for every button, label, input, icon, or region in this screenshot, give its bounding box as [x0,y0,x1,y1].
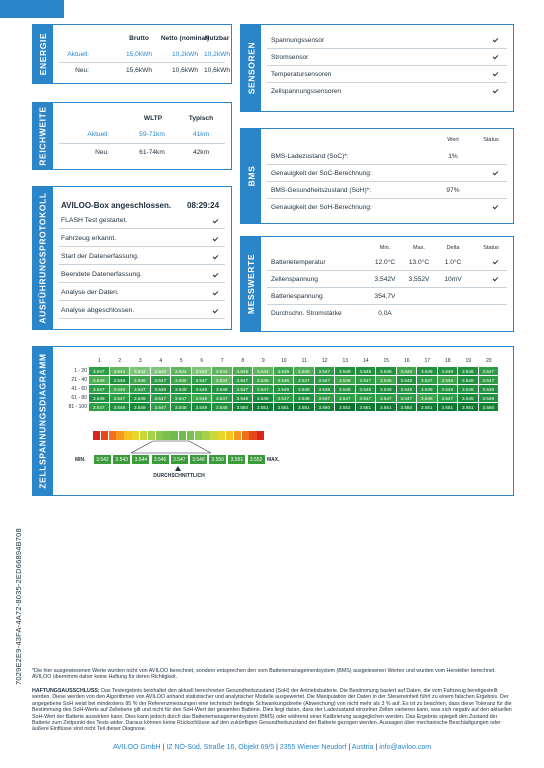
heatmap-cell: 3.547 [192,376,212,384]
heatmap-column-label: 19 [465,358,472,364]
protokoll-card [32,186,232,330]
heatmap-cell: 3.548 [233,394,253,402]
heatmap-cell: 3.550 [315,403,335,411]
heatmap-cell: 3.547 [151,394,171,402]
messwert-max: 13.0°C [408,259,430,266]
scale-value: 3.546 [151,454,170,465]
bms-row-value: 97% [446,187,460,194]
heatmap-cell: 3.548 [376,367,396,375]
heatmap-cell: 3.548 [212,403,232,411]
heatmap-column-label: 3 [138,358,142,364]
footer-email[interactable]: info@aviloo.com [379,744,432,751]
heatmap-cell: 3.546 [110,385,130,393]
messwerte-header-min: Min. [379,245,391,251]
energie-value: 10,2kWh [171,51,199,58]
heatmap-cell: 3.542 [151,367,171,375]
protokoll-tab [33,187,53,329]
heatmap-cell: 3.546 [274,367,294,375]
heatmap-cell: 3.547 [253,385,273,393]
sensor-item: Spannungssensor [271,37,325,44]
messwert-min: 12.0°C [374,259,396,266]
bms-card [240,128,514,224]
scale-value: 3.550 [208,454,227,465]
bms-row-value: 1% [448,153,458,160]
heatmap-cell: 3.548 [130,394,150,402]
scale-value: 3.543 [112,454,131,465]
heatmap-cell: 3.547 [315,376,335,384]
heatmap-cell: 3.551 [294,403,314,411]
heatmap-cell: 3.547 [315,394,335,402]
scale-value: 3.548 [189,454,208,465]
heatmap-row-label: 81 - 100 [68,404,87,410]
energie-row-label: Aktuell: [67,51,89,58]
heatmap-cell: 3.551 [417,403,437,411]
heatmap-column-label: 16 [403,358,410,364]
heatmap-cell: 3.547 [151,403,171,411]
diagramm-title: ZELLSPANNUNGSDIAGRAMM [38,353,48,489]
checkmark-icon [213,290,219,296]
heatmap-cell: 3.544 [212,376,232,384]
sensoren-tab [241,25,261,111]
heatmap-cell: 3.546 [376,376,396,384]
heatmap-cell: 3.546 [274,376,294,384]
heatmap-column-label: 20 [485,358,492,364]
footer-city: 2355 Wiener Neudorf [279,744,347,751]
heatmap-cell: 3.549 [192,403,212,411]
heatmap-cell: 3.547 [212,394,232,402]
heatmap-column-label: 17 [424,358,431,364]
energie-card [32,24,232,84]
footer-address: IZ NÖ-Süd, Straße 16, Objekt 69/5 [166,744,275,751]
sensoren-title: SENSOREN [246,41,257,95]
energie-header-brutto: Brutto [129,35,149,42]
protokoll-item: Start der Datenerfassung. [61,253,139,260]
heatmap-cell: 3.548 [397,376,417,384]
energie-value: 15,0kWh [125,51,153,58]
heatmap-cell: 3.545 [89,376,109,384]
heatmap-cell: 3.547 [294,376,314,384]
heatmap-cell: 3.549 [458,394,478,402]
checkmark-icon [213,308,219,314]
footer-company: AVILOO GmbH [112,744,161,751]
bms-row-label: BMS-Gesundheitszustand (SoH)*: [271,187,372,194]
heatmap-row-label: 21 - 40 [71,377,87,383]
heatmap-column-label: 8 [241,358,245,364]
heatmap-cell: 3.547 [151,376,171,384]
diagramm-tab [33,347,53,495]
messwerte-tab [241,237,261,331]
heatmap-column-label: 10 [280,358,287,364]
heatmap-column-label: 5 [179,358,183,364]
heatmap-cell: 3.548 [417,385,437,393]
protokoll-item: Analyse der Daten. [61,289,119,296]
heatmap-cell: 3.551 [458,403,478,411]
checkmark-icon [213,236,219,242]
messwerte-title: MESSWERTE [246,253,256,315]
heatmap-cell: 3.548 [294,385,314,393]
top-accent-strip [0,0,64,18]
energie-row-label: Neu: [75,67,89,74]
heatmap-cell: 3.549 [376,385,396,393]
heatmap-cell: 3.545 [294,367,314,375]
average-label: DURCHSCHNITTLICH [153,473,205,479]
heatmap-cell: 3.548 [335,367,355,375]
sensoren-card [240,24,514,112]
protokoll-item: Analyse abgeschlossen. [61,307,135,314]
heatmap-cell: 3.548 [479,394,499,402]
energie-header-netto: Netto (nominal) [160,35,210,42]
messwerte-header-status: Status [483,245,499,251]
messwerte-card [240,236,514,332]
heatmap-cell: 3.547 [417,376,437,384]
messwert-delta: 1.0°C [444,259,462,266]
heatmap-column-label: 18 [444,358,451,364]
footer-note: *Die hier ausgewiesenen Werte wurden nicht von AVILOO berechnet, sondern entsprechen den vom Batteriemanagementsystem (BMS) ausgelesenen Werten und wurden vom Hersteller berechnet. AVILOO übernimmt daher keine Haftung für deren Richtigkeit. [32,668,496,681]
bms-header-status: Status [483,137,499,143]
heatmap-cell: 3.549 [253,394,273,402]
heatmap-cell: 3.548 [294,394,314,402]
heatmap-row-label: 1 - 20 [74,368,87,374]
checkmark-icon [493,88,499,94]
heatmap-cell: 3.544 [171,367,191,375]
reichweite-row-label: Neu: [95,149,109,156]
heatmap-cell: 3.548 [274,385,294,393]
heatmap-cell: 3.551 [376,403,396,411]
heatmap-cell: 3.547 [356,376,376,384]
heatmap-column-label: 7 [220,358,224,364]
heatmap-cell: 3.546 [417,394,437,402]
reichweite-title: REICHWEITE [38,106,48,166]
heatmap-column-label: 9 [261,358,265,364]
heatmap-cell: 3.547 [274,394,294,402]
heatmap-column-label: 4 [159,358,163,364]
messwert-label: Zellenspannung [271,276,318,283]
diagramm-card [32,346,514,496]
heatmap-cell: 3.548 [192,385,212,393]
sensor-item: Temperatursensoren [271,71,332,78]
heatmap-cell: 3.548 [438,367,458,375]
heatmap-cell: 3.547 [110,394,130,402]
heatmap-cell: 3.547 [89,385,109,393]
reichweite-tab [33,103,53,169]
heatmap-cell: 3.547 [130,385,150,393]
heatmap-cell: 3.546 [438,376,458,384]
reichweite-header-typisch: Typisch [188,115,214,122]
messwert-label: Durchschn. Stromstärke [271,310,342,317]
heatmap-cell: 3.548 [171,403,191,411]
messwert-label: Batteriespannung [271,293,323,300]
bms-header-wert: Wert [447,137,459,143]
heatmap-cell: 3.547 [233,376,253,384]
heatmap-cell: 3.548 [458,376,478,384]
scale-value: 3.542 [93,454,112,465]
heatmap-row-label: 61 - 80 [71,395,87,401]
energie-value: 10,2kWh [203,51,231,58]
reichweite-value: 61-74km [139,149,165,156]
heatmap-cell: 3.544 [253,367,273,375]
bms-title: BMS [246,165,257,187]
footer-contact: AVILOO GmbH | IZ NÖ-Süd, Straße 16, Objekt 69/5 | 2355 Wiener Neudorf | Austria | info@aviloo.com [112,744,432,751]
heatmap-cell: 3.551 [438,403,458,411]
bms-tab [241,129,261,223]
energie-value: 10,6kWh [171,67,199,74]
heatmap-cell: 3.544 [212,367,232,375]
heatmap-cell: 3.547 [233,385,253,393]
heatmap-cell: 3.546 [335,376,355,384]
heatmap-cell: 3.546 [130,376,150,384]
checkmark-icon [493,259,499,265]
heatmap-cell: 3.546 [171,376,191,384]
heatmap-cell: 3.548 [212,385,232,393]
messwert-max: 3,552V [408,276,430,283]
reichweite-value: 59-71km [139,131,165,138]
protokoll-heading: AVILOO-Box angeschlossen. [61,201,172,210]
energie-title: ENERGIE [38,32,48,76]
reichweite-value: 41km [192,131,210,138]
protokoll-item: FLASH Test gestartet. [61,217,128,224]
heatmap-cell: 3.548 [356,367,376,375]
heatmap-cell: 3.547 [89,403,109,411]
heatmap-cell: 3.544 [110,367,130,375]
heatmap-cell: 3.548 [315,385,335,393]
heatmap-cell: 3.548 [335,385,355,393]
energie-value: 10,6kWh [203,67,231,74]
bms-row-label: BMS-Ladezustand (SoC)*: [271,153,349,160]
heatmap-column-label: 1 [97,358,101,364]
heatmap-cell: 3.548 [458,385,478,393]
heatmap-cell: 3.546 [397,367,417,375]
scale-value: 3.551 [227,454,246,465]
heatmap-column-label: 14 [362,358,369,364]
reichweite-header-wltp: WLTP [143,115,163,122]
energie-header-nutzbar: Nutzbar [204,35,230,42]
checkmark-icon [493,71,499,77]
heatmap-cell: 3.548 [479,385,499,393]
checkmark-icon [213,272,219,278]
heatmap-column-label: 2 [118,358,122,364]
heatmap-cell: 3.548 [397,385,417,393]
heatmap-cell: 3.546 [192,394,212,402]
heatmap-cell: 3.548 [110,403,130,411]
messwerte-header-delta: Delta [446,245,460,251]
heatmap-cell: 3.547 [356,394,376,402]
heatmap-cell: 3.542 [192,367,212,375]
checkmark-icon [493,170,499,176]
scale-value: 3.544 [131,454,150,465]
sensor-item: Zellspannungssensoren [271,88,342,95]
report-id: 7029E2E9-43FA-4A72-8035-2ED66894B708 [14,528,23,685]
reichweite-value: 42km [192,149,210,156]
checkmark-icon [213,254,219,260]
protokoll-item: Fahrzeug erkannt. [61,235,117,242]
heatmap-column-label: 12 [321,358,328,364]
heatmap-cell: 3.547 [335,394,355,402]
heatmap-cell: 3.548 [110,376,130,384]
checkmark-icon [493,54,499,60]
scale-value: 3.552 [247,454,266,465]
sensor-item: Stromsensor [271,54,309,61]
reichweite-card [32,102,232,170]
heatmap-cell: 3.542 [130,367,150,375]
footer-country: Austria [351,744,374,751]
checkmark-icon [493,204,499,210]
heatmap-cell: 3.546 [253,376,273,384]
messwert-min: 0,0A [378,310,392,317]
heatmap-cell: 3.550 [479,403,499,411]
messwert-min: 354,7V [374,293,396,300]
heatmap-row-label: 41 - 60 [71,386,87,392]
protokoll-time: 08:29:24 [187,201,220,210]
protokoll-title: AUSFÜHRUNGSPROTOKOLL [38,192,49,324]
heatmap-cell: 3.547 [376,394,396,402]
heatmap-cell: 3.547 [171,394,191,402]
heatmap-cell: 3.548 [438,385,458,393]
heatmap-cell: 3.547 [438,394,458,402]
heatmap-cell: 3.552 [335,403,355,411]
heatmap-cell: 3.547 [89,367,109,375]
liability-text: Das Testergebnis beinhaltet den aktuell berechneten Gesundheitszustand (SoH) der Antriebsbatterie. Die Bestimmung basiert auf Daten, die vom Fahrzeug bereitgestellt werden. Diese werden von den Algorithmen von AVILOO anhand statistischer und analytischer Modelle ausgewertet. Die Manipulation der Daten in der Steuereinheit führt zu einem falschen Ergebnis. Der angegebene SoH weist bei mindestens 95 % der Referenzmessungen eine technisch bedingte Schwankungsbreite (Abweichung) von nicht mehr als 3 % auf. Es ist zu beachten, dass diese Toleranz für die Bestimmung des SoH-Werts auf Zellebene gilt und nicht für den SoH-Wert der gesamten Batterie. Dies liegt daran, dass der Ladezustand einzelner Zellen variieren kann, was sich negativ auf den aktuellen SoH-Wert der Batterie auswirken kann. Dies kann jedoch durch das Batteriemanagementsystem (BMS) oder während einer Kalibrierung ausgeglichen werden. Das Ergebnis spiegelt den Zustand der Batterie zum Zeitpunkt des Tests wider. Daraus können keine Rückschlüsse auf den zukünftigen Gesundheitszustand der Batterie gezogen werden. Aussagen über mechanische Beschädigungen oder äußere Einflüsse sind nicht Teil dieser Diagnose. [32,688,512,733]
heatmap-column-label: 15 [383,358,390,364]
heatmap-cell: 3.548 [151,385,171,393]
heatmap-cell: 3.548 [458,367,478,375]
protokoll-item: Beendete Datenerfassung. [61,271,142,278]
heatmap-cell: 3.547 [315,367,335,375]
messwert-min: 3,542V [374,276,396,283]
heatmap-column-label: 11 [301,358,307,364]
heatmap-column-label: 13 [342,358,349,364]
heatmap-cell: 3.551 [274,403,294,411]
checkmark-icon [493,37,499,43]
heatmap-cell: 3.548 [89,394,109,402]
average-marker-icon [175,466,181,471]
bms-row-label: Genauigkeit der SoH-Berechnung: [271,204,372,211]
checkmark-icon [213,218,219,224]
checkmark-icon [493,276,499,282]
messwert-delta: 10mV [444,276,462,283]
heatmap-cell: 3.549 [130,403,150,411]
heatmap-cell: 3.550 [233,403,253,411]
heatmap-cell: 3.547 [397,394,417,402]
messwert-label: Batterietemperatur [271,259,326,266]
bms-row-label: Genauigkeit der SoC-Berechnung: [271,170,372,177]
heatmap-cell: 3.547 [479,376,499,384]
heatmap-cell: 3.551 [356,403,376,411]
energie-value: 15,6kWh [125,67,153,74]
energie-tab [33,25,53,83]
scale-max-label: MAX. [267,457,280,463]
heatmap-cell: 3.548 [171,385,191,393]
heatmap-cell: 3.548 [356,385,376,393]
liability-title: HAFTUNGSAUSSCHLUSS: [32,688,100,694]
scale-value: 3.547 [170,454,189,465]
heatmap-cell: 3.548 [417,367,437,375]
heatmap-cell: 3.550 [397,403,417,411]
footer-liability [32,688,514,733]
messwerte-header-max: Max. [413,245,425,251]
heatmap-cell: 3.551 [253,403,273,411]
heatmap-cell: 3.547 [479,367,499,375]
scale-min-label: MIN. [75,457,86,463]
heatmap-cell: 3.545 [233,367,253,375]
reichweite-row-label: Aktuell: [87,131,109,138]
heatmap-column-label: 6 [200,358,204,364]
